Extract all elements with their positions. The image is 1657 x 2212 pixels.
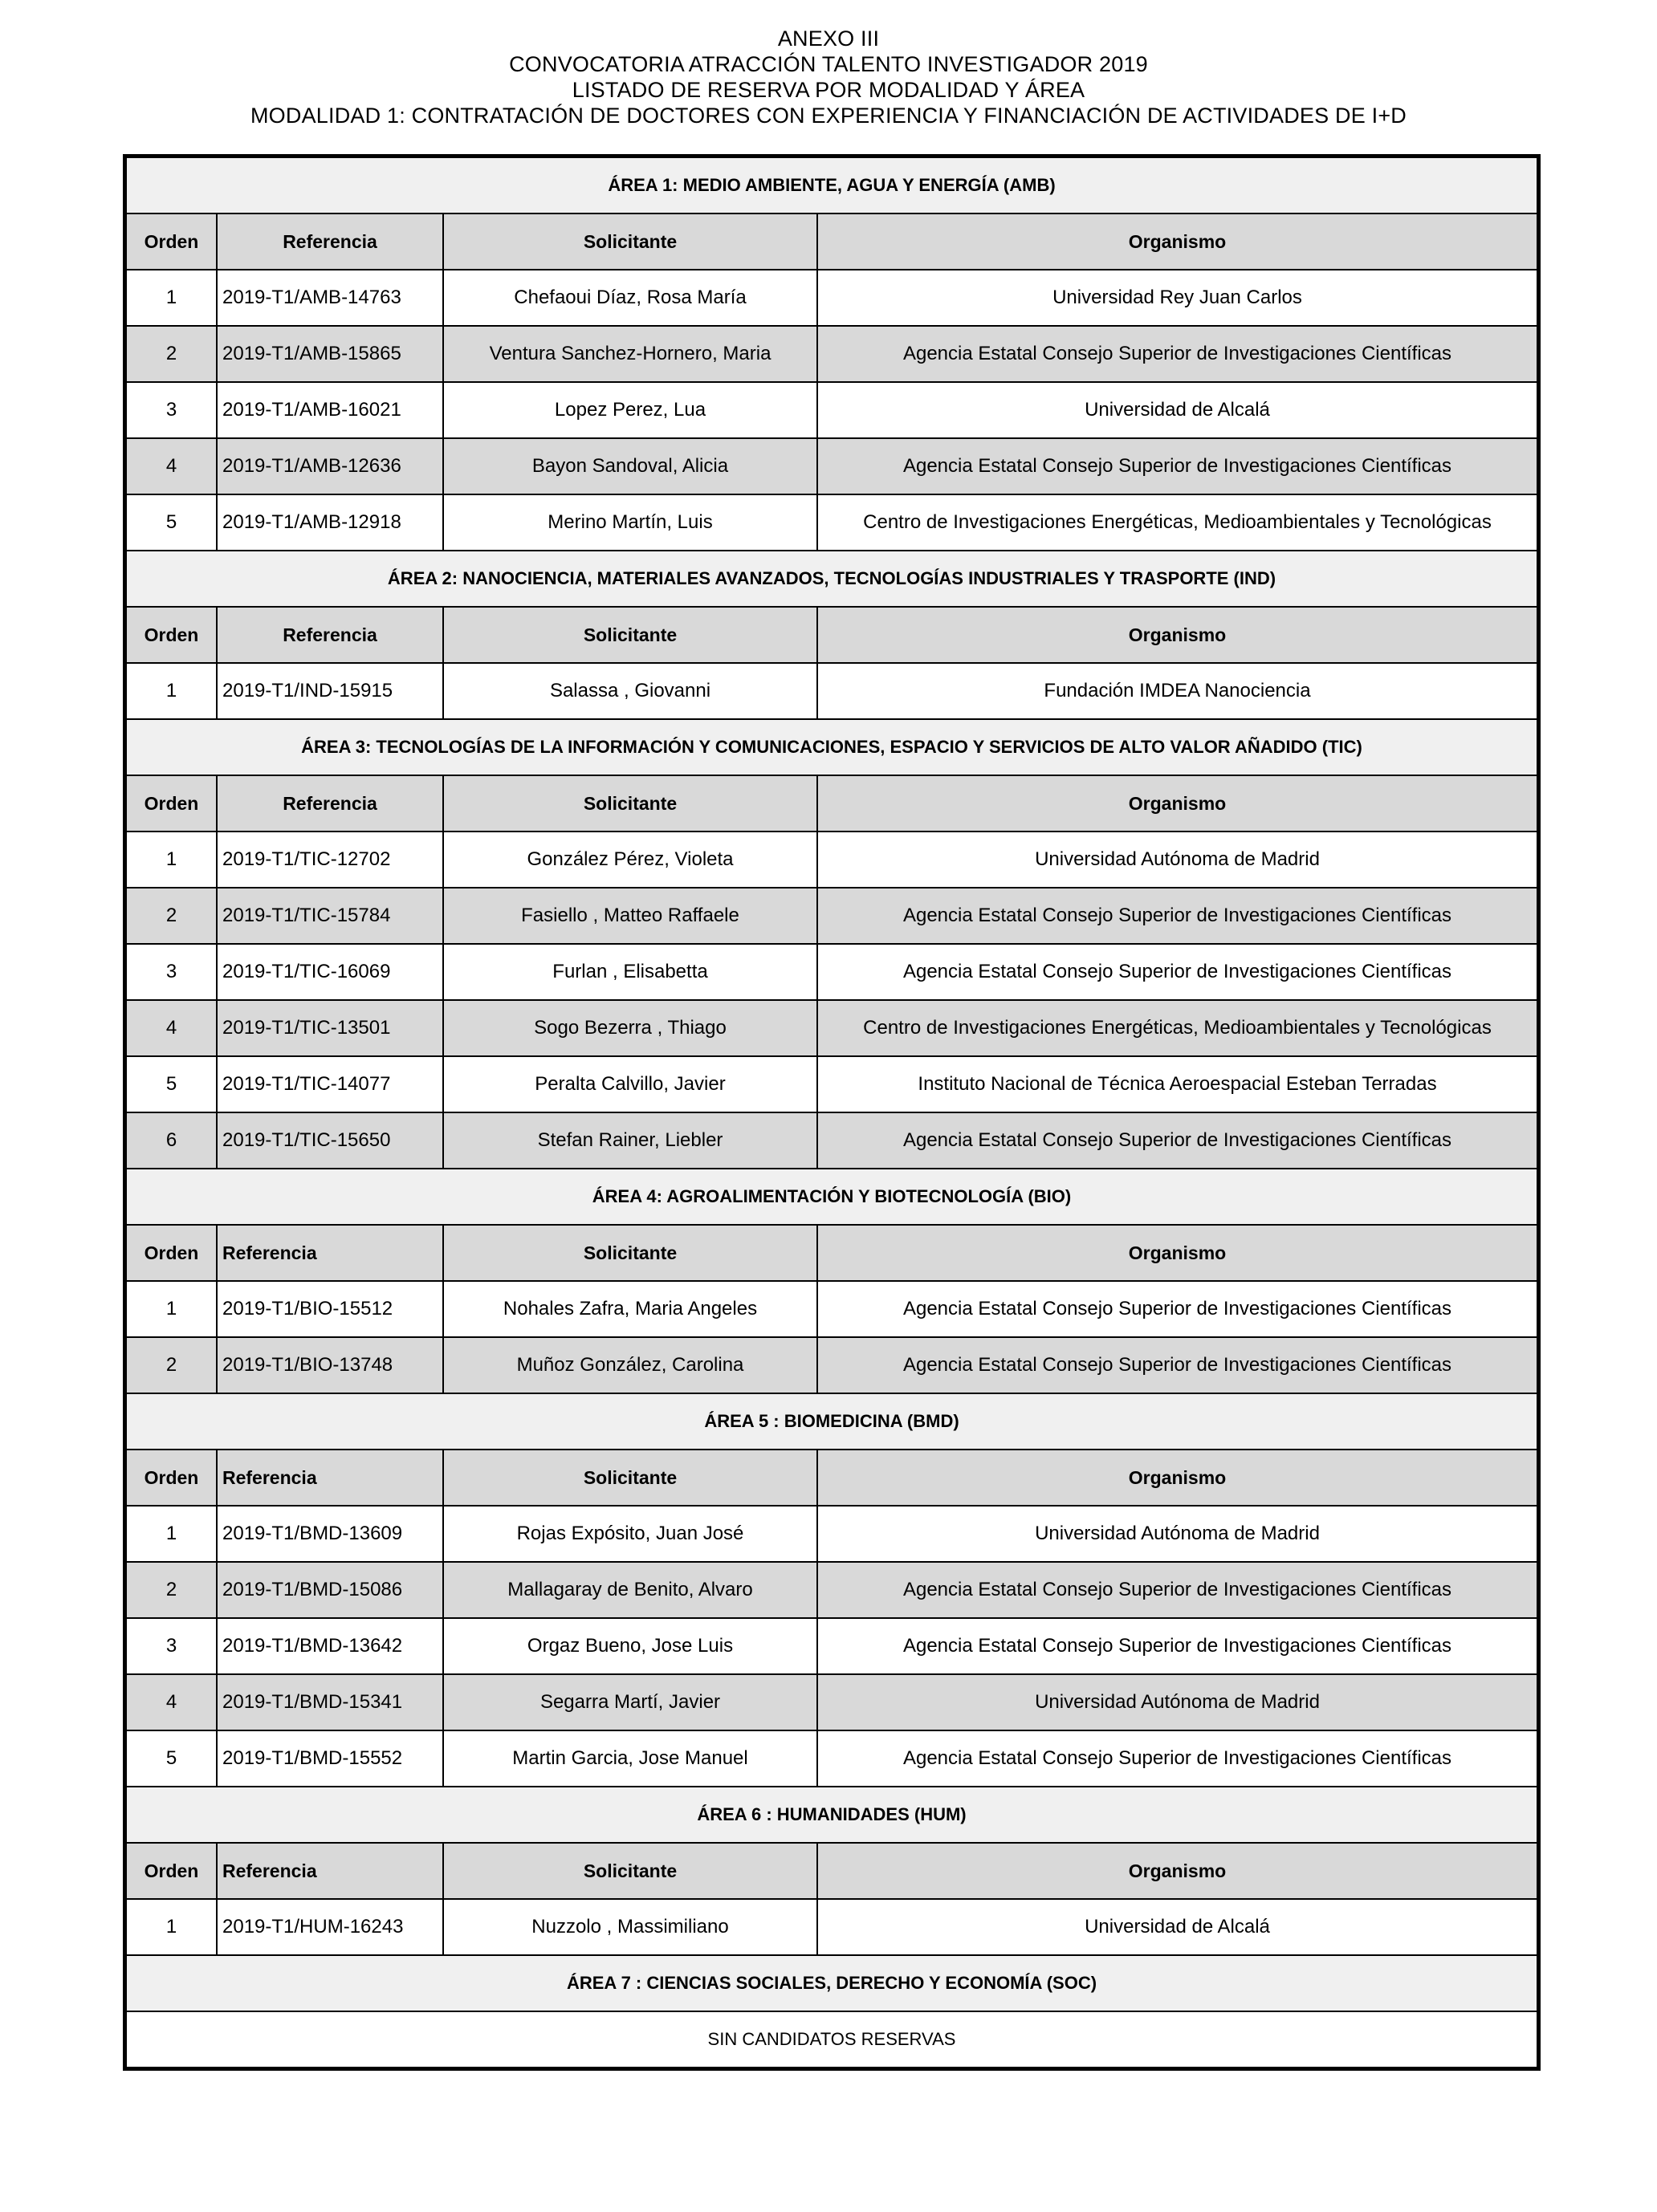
column-header-solicitante: Solicitante [443,1843,817,1899]
column-header-organismo: Organismo [817,607,1537,663]
area-5-title-row [126,1393,1537,1450]
column-header-orden: Orden [126,213,217,270]
annex-title: ANEXO III [777,26,880,51]
cell-organismo: Agencia Estatal Consejo Superior de Investigaciones Científicas [817,326,1537,382]
call-title: CONVOCATORIA ATRACCIÓN TALENTO INVESTIGADOR 2019 [509,52,1148,76]
cell-referencia: 2019-T1/BMD-15086 [217,1562,443,1618]
column-header-referencia: Referencia [217,775,443,832]
column-header-referencia: Referencia [217,213,443,270]
cell-solicitante: Muñoz González, Carolina [443,1337,817,1393]
cell-orden: 3 [126,944,217,1000]
cell-solicitante: Merino Martín, Luis [443,494,817,551]
table-row [126,1281,1537,1337]
cell-orden: 2 [126,1337,217,1393]
column-header-referencia: Referencia [217,1225,443,1281]
table-row [126,1337,1537,1393]
cell-solicitante: Ventura Sanchez-Hornero, Maria [443,326,817,382]
table-row [126,494,1537,551]
cell-organismo: Agencia Estatal Consejo Superior de Investigaciones Científicas [817,1112,1537,1169]
column-header-solicitante: Solicitante [443,1225,817,1281]
table-row [126,832,1537,888]
cell-orden: 4 [126,1674,217,1730]
table-row [126,1112,1537,1169]
area-2-title-row [126,551,1537,607]
cell-orden: 2 [126,326,217,382]
cell-organismo: Agencia Estatal Consejo Superior de Investigaciones Científicas [817,1337,1537,1393]
cell-solicitante: Nuzzolo , Massimiliano [443,1899,817,1955]
cell-referencia: 2019-T1/AMB-14763 [217,270,443,326]
cell-solicitante: Bayon Sandoval, Alicia [443,438,817,494]
column-header-organismo: Organismo [817,1225,1537,1281]
cell-organismo: Centro de Investigaciones Energéticas, Medioambientales y Tecnológicas [817,1000,1537,1056]
area-4-title-row [126,1169,1537,1225]
table-row [126,1618,1537,1674]
column-header-row [126,1843,1537,1899]
cell-orden: 1 [126,663,217,719]
column-header-row [126,213,1537,270]
table-row [126,888,1537,944]
cell-organismo: Agencia Estatal Consejo Superior de Investigaciones Científicas [817,1281,1537,1337]
cell-orden: 1 [126,1899,217,1955]
column-header-row [126,1225,1537,1281]
area-title: ÁREA 1: MEDIO AMBIENTE, AGUA Y ENERGÍA (AMB) [126,157,1537,213]
cell-organismo: Universidad Autónoma de Madrid [817,1674,1537,1730]
column-header-orden: Orden [126,607,217,663]
reserve-list-table [123,154,1541,2071]
cell-solicitante: Sogo Bezerra , Thiago [443,1000,817,1056]
cell-orden: 1 [126,270,217,326]
column-header-solicitante: Solicitante [443,775,817,832]
area-title: ÁREA 5 : BIOMEDICINA (BMD) [126,1393,1537,1450]
column-header-solicitante: Solicitante [443,213,817,270]
cell-solicitante: Mallagaray de Benito, Alvaro [443,1562,817,1618]
cell-orden: 1 [126,1506,217,1562]
cell-organismo: Agencia Estatal Consejo Superior de Investigaciones Científicas [817,888,1537,944]
cell-orden: 1 [126,1281,217,1337]
cell-referencia: 2019-T1/AMB-12918 [217,494,443,551]
cell-referencia: 2019-T1/TIC-14077 [217,1056,443,1112]
cell-referencia: 2019-T1/AMB-16021 [217,382,443,438]
area-6-title-row [126,1787,1537,1843]
column-header-organismo: Organismo [817,1843,1537,1899]
cell-orden: 4 [126,1000,217,1056]
empty-row [126,2011,1537,2068]
cell-referencia: 2019-T1/IND-15915 [217,663,443,719]
cell-organismo: Agencia Estatal Consejo Superior de Investigaciones Científicas [817,1562,1537,1618]
cell-solicitante: Martin Garcia, Jose Manuel [443,1730,817,1787]
area-title: ÁREA 4: AGROALIMENTACIÓN Y BIOTECNOLOGÍA (BIO) [126,1169,1537,1225]
table-row [126,1899,1537,1955]
cell-solicitante: Furlan , Elisabetta [443,944,817,1000]
cell-referencia: 2019-T1/BMD-13609 [217,1506,443,1562]
cell-referencia: 2019-T1/BMD-13642 [217,1618,443,1674]
column-header-orden: Orden [126,1450,217,1506]
cell-orden: 2 [126,888,217,944]
cell-referencia: 2019-T1/HUM-16243 [217,1899,443,1955]
no-candidates-message: SIN CANDIDATOS RESERVAS [126,2011,1537,2068]
table-row [126,1000,1537,1056]
cell-referencia: 2019-T1/TIC-13501 [217,1000,443,1056]
cell-orden: 6 [126,1112,217,1169]
area-title: ÁREA 2: NANOCIENCIA, MATERIALES AVANZADOS, TECNOLOGÍAS INDUSTRIALES Y TRASPORTE (IND) [126,551,1537,607]
table-row [126,944,1537,1000]
column-header-solicitante: Solicitante [443,1450,817,1506]
table-row [126,270,1537,326]
cell-solicitante: Peralta Calvillo, Javier [443,1056,817,1112]
cell-organismo: Fundación IMDEA Nanociencia [817,663,1537,719]
column-header-orden: Orden [126,1225,217,1281]
cell-solicitante: Stefan Rainer, Liebler [443,1112,817,1169]
cell-referencia: 2019-T1/AMB-12636 [217,438,443,494]
cell-solicitante: Salassa , Giovanni [443,663,817,719]
table-row [126,663,1537,719]
cell-organismo: Centro de Investigaciones Energéticas, Medioambientales y Tecnológicas [817,494,1537,551]
cell-organismo: Agencia Estatal Consejo Superior de Investigaciones Científicas [817,438,1537,494]
column-header-organismo: Organismo [817,213,1537,270]
cell-referencia: 2019-T1/TIC-15650 [217,1112,443,1169]
cell-solicitante: Rojas Expósito, Juan José [443,1506,817,1562]
table-row [126,1674,1537,1730]
column-header-row [126,775,1537,832]
cell-referencia: 2019-T1/BMD-15341 [217,1674,443,1730]
cell-orden: 2 [126,1562,217,1618]
column-header-orden: Orden [126,775,217,832]
cell-organismo: Agencia Estatal Consejo Superior de Investigaciones Científicas [817,1730,1537,1787]
area-7-title-row [126,1955,1537,2011]
modality-title: MODALIDAD 1: CONTRATACIÓN DE DOCTORES CON EXPERIENCIA Y FINANCIACIÓN DE ACTIVIDADES DE I+D [250,104,1407,128]
cell-referencia: 2019-T1/TIC-12702 [217,832,443,888]
column-header-referencia: Referencia [217,1450,443,1506]
cell-referencia: 2019-T1/TIC-16069 [217,944,443,1000]
cell-solicitante: Orgaz Bueno, Jose Luis [443,1618,817,1674]
column-header-row [126,607,1537,663]
table-row [126,1562,1537,1618]
cell-organismo: Agencia Estatal Consejo Superior de Investigaciones Científicas [817,1618,1537,1674]
cell-solicitante: González Pérez, Violeta [443,832,817,888]
cell-referencia: 2019-T1/TIC-15784 [217,888,443,944]
cell-organismo: Universidad de Alcalá [817,382,1537,438]
cell-solicitante: Fasiello , Matteo Raffaele [443,888,817,944]
cell-solicitante: Nohales Zafra, Maria Angeles [443,1281,817,1337]
area-title: ÁREA 7 : CIENCIAS SOCIALES, DERECHO Y ECONOMÍA (SOC) [126,1955,1537,2011]
cell-referencia: 2019-T1/BIO-13748 [217,1337,443,1393]
cell-orden: 3 [126,1618,217,1674]
column-header-organismo: Organismo [817,775,1537,832]
cell-solicitante: Lopez Perez, Lua [443,382,817,438]
cell-orden: 5 [126,494,217,551]
table-row [126,382,1537,438]
column-header-orden: Orden [126,1843,217,1899]
table-row [126,1730,1537,1787]
column-header-organismo: Organismo [817,1450,1537,1506]
cell-solicitante: Segarra Martí, Javier [443,1674,817,1730]
cell-organismo: Universidad de Alcalá [817,1899,1537,1955]
cell-referencia: 2019-T1/BMD-15552 [217,1730,443,1787]
column-header-referencia: Referencia [217,607,443,663]
cell-organismo: Agencia Estatal Consejo Superior de Investigaciones Científicas [817,944,1537,1000]
table-row [126,1506,1537,1562]
document-header [0,26,1657,128]
table-row [126,326,1537,382]
cell-orden: 5 [126,1056,217,1112]
cell-organismo: Universidad Autónoma de Madrid [817,1506,1537,1562]
column-header-referencia: Referencia [217,1843,443,1899]
column-header-solicitante: Solicitante [443,607,817,663]
cell-orden: 1 [126,832,217,888]
table-row [126,1056,1537,1112]
cell-orden: 3 [126,382,217,438]
cell-orden: 5 [126,1730,217,1787]
table-row [126,438,1537,494]
area-3-title-row [126,719,1537,775]
area-title: ÁREA 6 : HUMANIDADES (HUM) [126,1787,1537,1843]
cell-organismo: Universidad Rey Juan Carlos [817,270,1537,326]
cell-solicitante: Chefaoui Díaz, Rosa María [443,270,817,326]
area-title: ÁREA 3: TECNOLOGÍAS DE LA INFORMACIÓN Y COMUNICACIONES, ESPACIO Y SERVICIOS DE ALTO VALOR AÑADIDO (TIC) [126,719,1537,775]
cell-orden: 4 [126,438,217,494]
list-title: LISTADO DE RESERVA POR MODALIDAD Y ÁREA [572,78,1085,102]
cell-organismo: Instituto Nacional de Técnica Aeroespacial Esteban Terradas [817,1056,1537,1112]
cell-referencia: 2019-T1/BIO-15512 [217,1281,443,1337]
cell-organismo: Universidad Autónoma de Madrid [817,832,1537,888]
cell-referencia: 2019-T1/AMB-15865 [217,326,443,382]
column-header-row [126,1450,1537,1506]
area-1-title-row [126,157,1537,213]
